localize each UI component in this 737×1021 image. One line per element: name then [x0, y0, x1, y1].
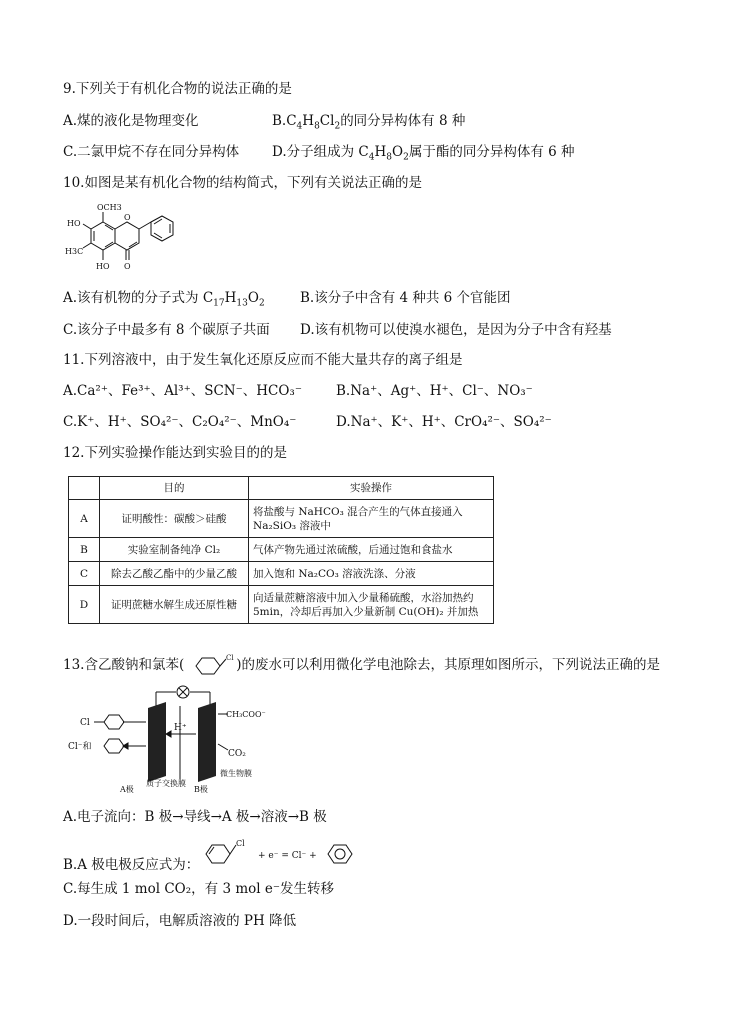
q11-stem: 11.下列溶液中，由于发生氧化还原反应而不能大量共存的离子组是: [63, 352, 463, 368]
row-aim: 实验室制备纯净 Cl₂: [100, 538, 249, 562]
microbe-film-label: 微生物膜: [220, 769, 252, 778]
q13-option-a: A.电子流向：B 极→导线→A 极→溶液→B 极: [63, 809, 327, 825]
row-operation: 加入饱和 Na₂CO₃ 溶液洗涤、分液: [249, 562, 494, 586]
h3c-label: H3C: [65, 247, 84, 256]
q9-option-b: $B.C_4H_8Cl_2$的同分异构体有 8 种: [272, 113, 466, 132]
ho-bottom-label: HO: [96, 262, 110, 271]
q9-option-a: A.煤的液化是物理变化: [63, 113, 199, 129]
electrode-equation-figure: [200, 836, 360, 870]
q9-option-c: C.二氯甲烷不存在同分异构体: [63, 144, 240, 160]
q11-option-c: C.K⁺、H⁺、SO₄²⁻、C₂O₄²⁻、MnO₄⁻: [63, 414, 297, 430]
q13-option-d: D.一段时间后，电解质溶液的 PH 降低: [63, 913, 297, 929]
micro-battery-diagram: [68, 684, 278, 802]
ho-top-label: HO: [67, 219, 81, 228]
electrode-b: [198, 702, 216, 782]
header-label: [69, 477, 100, 500]
chlorobenzene-inline-icon: [184, 651, 236, 681]
a-pole-label: A极: [120, 785, 134, 794]
och3-label: OCH3: [97, 203, 122, 212]
flavone-structure-figure: [63, 200, 188, 280]
q9-stem: 9.下列关于有机化合物的说法正确的是: [63, 81, 292, 97]
row-label: B: [69, 538, 100, 562]
acetate-label: CH₃COO⁻: [226, 710, 266, 719]
equation-cl-label: Cl: [236, 839, 245, 848]
table-header-row: [69, 477, 494, 500]
row-label: D: [69, 586, 100, 624]
row-operation: 向适量蔗糖溶液中加入少量稀硫酸，水浴加热约 5min，冷却后再加入少量新制 Cu(OH)₂ 并加热: [249, 586, 494, 624]
h-plus-label: H⁺: [174, 723, 187, 733]
row-label: A: [69, 500, 100, 538]
q10-option-b: B.该分子中含有 4 种共 6 个官能团: [300, 290, 511, 306]
q10-option-d: D.该有机物可以使溴水褪色，是因为分子中含有羟基: [300, 322, 612, 338]
electrode-a: [148, 702, 166, 782]
q10-option-a: A.该有机物的分子式为 $C_{17}H_{13}O_2$: [63, 290, 265, 309]
q12-stem: 12.下列实验操作能达到实验目的的是: [63, 445, 287, 461]
q11-option-d: D.Na⁺、K⁺、H⁺、CrO₄²⁻、SO₄²⁻: [336, 414, 552, 430]
equation-middle: + e⁻ = Cl⁻ +: [258, 851, 317, 861]
row-aim: 证明酸性：碳酸＞硅酸: [100, 500, 249, 538]
q13-stem: 13.含乙酸钠和氯苯( Cl )的废水可以利用微化学电池除去，其原理如图所示，下列说法正确的是: [63, 656, 660, 674]
q10-option-c: C.该分子中最多有 8 个碳原子共面: [63, 322, 270, 338]
membrane-label: 质子交换膜: [146, 779, 186, 788]
table-row: [69, 562, 494, 586]
q10-stem: 10.如图是某有机化合物的结构简式，下列有关说法正确的是: [63, 175, 422, 191]
q11-option-a: A.Ca²⁺、Fe³⁺、Al³⁺、SCN⁻、HCO₃⁻: [63, 383, 302, 399]
q11-option-b: B.Na⁺、Ag⁺、H⁺、Cl⁻、NO₃⁻: [336, 383, 533, 399]
table-row: [69, 538, 494, 562]
experiment-table: [68, 476, 494, 624]
table-row: [69, 500, 494, 538]
q13-option-c: C.每生成 1 mol CO₂，有 3 mol e⁻发生转移: [63, 881, 334, 897]
q13-option-b-prefix: B.A 极电极反应式为：: [63, 857, 200, 873]
q9-option-d: D.分子组成为 $C_4H_8O_2$属于酯的同分异构体有 6 种: [272, 144, 575, 163]
row-aim: 除去乙酸乙酯中的少量乙酸: [100, 562, 249, 586]
svg-text:Cl: Cl: [226, 653, 234, 662]
row-operation: 气体产物先通过浓硫酸，后通过饱和食盐水: [249, 538, 494, 562]
co2-label: CO₂: [228, 749, 246, 759]
header-operation: 实验操作: [249, 477, 494, 500]
ring-oxygen-label: O: [124, 213, 131, 222]
header-aim: 目的: [100, 477, 249, 500]
cl-left-label: Cl: [80, 718, 90, 728]
table-row: [69, 586, 494, 624]
b-pole-label: B极: [194, 785, 208, 794]
row-aim: 证明蔗糖水解生成还原性糖: [100, 586, 249, 624]
row-operation: 将盐酸与 NaHCO₃ 混合产生的气体直接通入 Na₂SiO₃ 溶液中: [249, 500, 494, 538]
keto-oxygen-label: O: [124, 262, 131, 271]
cl-ion-label: Cl⁻和: [68, 742, 92, 752]
row-label: C: [69, 562, 100, 586]
